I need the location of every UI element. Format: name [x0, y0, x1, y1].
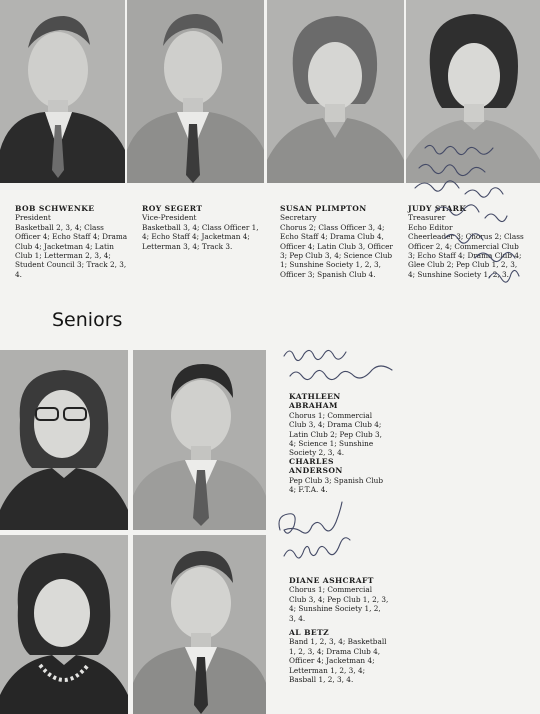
officer-activities: Basketball 2, 3, 4; Class Officer 4; Echo Staff 4; Drama Club 4; Jacketman 4; Latin Club 1; Letterman 2, 3, 4; Student Council 3; Track 2, 3, 4.	[15, 222, 128, 279]
senior-caption-diane-ashcraft	[289, 576, 389, 623]
senior-name: CHARLES ANDERSON	[289, 457, 343, 476]
senior-caption-al-betz	[289, 628, 389, 684]
officer-office-2: Echo Editor	[408, 222, 453, 232]
officer-office: Treasurer	[408, 213, 446, 223]
section-title: Seniors	[52, 309, 123, 331]
officer-activities: Chorus 2; Class Officer 3, 4; Echo Staff 4; Drama Club 4, Officer 4; Latin Club 3, Officer 3; Pep Club 3, 4; Science Club 1; Sunshine Society 1, 2, 3, Officer 3; Spanish Club 4.	[280, 222, 393, 279]
officer-caption-susan-plimpton	[280, 204, 398, 279]
officer-office: President	[15, 213, 51, 223]
senior-name: AL BETZ	[289, 628, 330, 637]
officer-name: JUDY STARK	[408, 204, 467, 213]
portrait-photo-bob-schwenke	[0, 0, 125, 183]
officer-activities: Basketball 3, 4; Class Officer 1, 4; Echo Staff 4; Jacketman 4; Letterman 3, 4; Track 3.	[142, 222, 259, 251]
portrait-photo-roy-segert	[127, 0, 264, 183]
portrait-photo-al-betz	[133, 535, 266, 714]
senior-activities: Chorus 1; Commercial Club 3, 4; Pep Club 1, 2, 3, 4; Sunshine Society 1, 2, 3, 4.	[289, 585, 389, 623]
handwritten-inscription-judy	[405, 128, 530, 298]
officer-activities: Cheerleader 3; Chorus 2; Class Officer 2, 4; Commercial Club 3; Echo Staff 4; Drama Club 4; Glee Club 2; Pep Club 1, 2, 3, 4; Sunshine Society 1, 2, 3.	[408, 232, 524, 279]
officer-office: Secretary	[280, 213, 317, 223]
officer-caption-roy-segert	[142, 204, 266, 251]
portrait-photo-susan-plimpton	[267, 0, 404, 183]
portrait-photo-diane-ashcraft	[0, 535, 128, 714]
senior-name: DIANE ASHCRAFT	[289, 576, 374, 585]
officer-name: SUSAN PLIMPTON	[280, 204, 367, 213]
senior-activities: Chorus 1; Commercial Club 3, 4; Drama Club 4; Latin Club 2; Pep Club 3, 4; Science 1; Sunshine Society 2, 3, 4.	[289, 410, 382, 458]
officer-name: ROY SEGERT	[142, 204, 203, 213]
senior-caption-kathleen-abraham	[289, 392, 389, 458]
senior-activities: Pep Club 3; Spanish Club 4; F.T.A. 4.	[289, 475, 384, 495]
senior-name: KATHLEEN ABRAHAM	[289, 392, 341, 411]
senior-activities: Band 1, 2, 3, 4; Basketball 1, 2, 3, 4; Drama Club 4, Officer 4; Jacketman 4; Letterman 1, 2, 3, 4; Basball 1, 2, 3, 4.	[289, 637, 387, 685]
officer-name: BOB SCHWENKE	[15, 204, 95, 213]
portrait-photo-charles-anderson	[133, 350, 266, 530]
handwritten-note-stubby	[280, 342, 410, 392]
senior-caption-charles-anderson	[289, 457, 389, 495]
officer-caption-bob-schwenke	[15, 204, 131, 279]
portrait-photo-kathleen-abraham	[0, 350, 128, 530]
handwritten-note-good-luck-al-betz	[274, 500, 364, 570]
officer-office: Vice-President	[142, 213, 197, 223]
